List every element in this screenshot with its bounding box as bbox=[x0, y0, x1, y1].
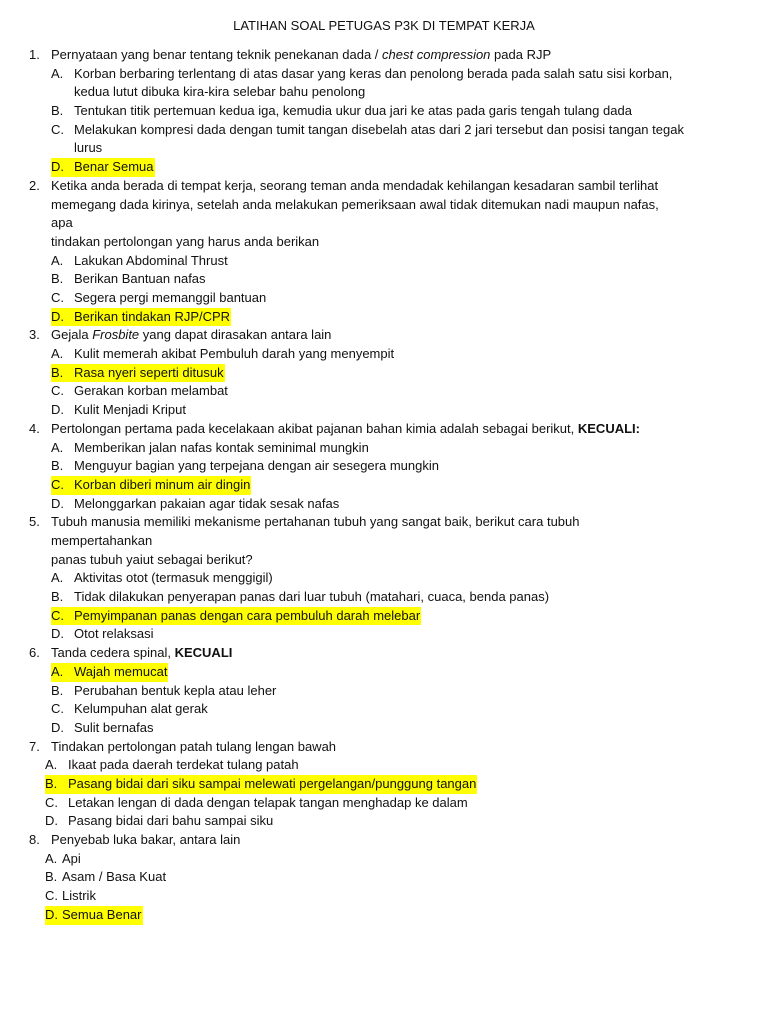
question-item bbox=[0, 513, 768, 644]
option-text-wrap bbox=[51, 700, 209, 719]
option-letter: D. bbox=[51, 159, 64, 175]
answer-option-line bbox=[0, 588, 768, 607]
answer-option-line bbox=[0, 569, 768, 588]
question-line bbox=[0, 233, 768, 252]
option-text-wrap bbox=[51, 382, 229, 401]
option-letter: B. bbox=[51, 458, 64, 474]
emphasis-text: KECUALI: bbox=[577, 420, 640, 436]
question-line bbox=[0, 420, 768, 439]
question-text-segment: yang dapat dirasakan antara lain bbox=[139, 327, 332, 343]
option-letter: B. bbox=[51, 589, 64, 605]
question-text bbox=[51, 196, 676, 233]
option-text-wrap bbox=[51, 495, 340, 514]
question-text bbox=[51, 177, 676, 196]
option-text: Melakukan kompresi dada dengan tumit tangan disebelah atas dari 2 jari tersebut dan posisi tangan tegak bbox=[74, 121, 684, 137]
option-text: Pasang bidai dari bahu sampai siku bbox=[68, 813, 274, 829]
option-text: Tidak dilakukan penyerapan panas dari luar tubuh (matahari, cuaca, benda panas) bbox=[74, 589, 550, 605]
option-text: Lakukan Abdominal Thrust bbox=[74, 252, 228, 268]
option-text-wrap bbox=[74, 139, 103, 158]
option-text-wrap bbox=[45, 887, 97, 906]
question-number: 5. bbox=[29, 514, 40, 530]
option-text: Aktivitas otot (termasuk menggigil) bbox=[74, 570, 273, 586]
answer-option-line bbox=[0, 65, 768, 84]
option-text: Pemyimpanan panas dengan cara pembuluh darah melebar bbox=[74, 607, 421, 623]
option-letter: D. bbox=[51, 402, 64, 418]
option-letter: C. bbox=[51, 607, 64, 623]
answer-option-line bbox=[0, 102, 768, 121]
option-text-wrap bbox=[51, 569, 274, 588]
question-text-segment: pada RJP bbox=[490, 47, 552, 62]
question-text bbox=[51, 420, 676, 439]
question-number: 2. bbox=[29, 177, 40, 193]
question-text-segment: panas tubuh yaiut sebagai berikut? bbox=[51, 551, 253, 567]
option-text: Asam / Basa Kuat bbox=[62, 869, 167, 885]
correct-answer-highlight bbox=[51, 158, 155, 177]
question-number: 1. bbox=[29, 47, 40, 62]
option-text-wrap bbox=[51, 289, 267, 308]
question-line bbox=[0, 831, 768, 850]
option-text-wrap bbox=[45, 756, 300, 775]
answer-option-line bbox=[0, 625, 768, 644]
question-item bbox=[0, 831, 768, 924]
answer-option-line bbox=[0, 812, 768, 831]
answer-option-line bbox=[0, 887, 768, 906]
option-text: Benar Semua bbox=[74, 159, 154, 175]
answer-option-line bbox=[0, 700, 768, 719]
question-number: 8. bbox=[29, 832, 40, 848]
option-text: Api bbox=[62, 850, 81, 866]
option-text: Listrik bbox=[62, 888, 96, 904]
option-letter: D. bbox=[45, 906, 58, 922]
option-text: Menguyur bagian yang terpejana dengan air sesegera mungkin bbox=[74, 458, 439, 474]
question-line bbox=[0, 644, 768, 663]
correct-answer-highlight bbox=[51, 663, 168, 682]
question-number: 6. bbox=[29, 645, 40, 661]
answer-option-line bbox=[0, 794, 768, 813]
answer-option-line bbox=[0, 401, 768, 420]
option-text: Melonggarkan pakaian agar tidak sesak nafas bbox=[74, 495, 340, 511]
option-text: Kelumpuhan alat gerak bbox=[74, 701, 208, 717]
question-line bbox=[0, 177, 768, 196]
question-text bbox=[51, 233, 676, 252]
option-letter: C. bbox=[51, 476, 64, 492]
option-letter: C. bbox=[51, 121, 64, 137]
option-text: Ikaat pada daerah terdekat tulang patah bbox=[68, 757, 299, 773]
question-text-segment: Tanda cedera spinal, bbox=[51, 645, 175, 661]
option-letter: B. bbox=[51, 271, 64, 287]
option-letter: A. bbox=[51, 570, 64, 586]
question-text-segment: Ketika anda berada di tempat kerja, seorang teman anda mendadak kehilangan kesadaran sambil terlihat bbox=[51, 177, 659, 193]
option-letter: C. bbox=[51, 290, 64, 306]
correct-answer-highlight bbox=[51, 308, 231, 327]
question-text-segment: Pertolongan pertama pada kecelakaan akibat pajanan bahan kimia adalah sebagai berikut, bbox=[51, 420, 578, 436]
question-text bbox=[51, 738, 676, 757]
option-letter: C. bbox=[51, 701, 64, 717]
question-line bbox=[0, 551, 768, 570]
option-letter: C. bbox=[45, 888, 58, 904]
question-line bbox=[0, 326, 768, 345]
answer-option-line bbox=[0, 495, 768, 514]
answer-option-line-highlighted bbox=[0, 364, 768, 383]
option-text: Memberikan jalan nafas kontak seminimal mungkin bbox=[74, 439, 369, 455]
option-text: Berikan Bantuan nafas bbox=[74, 271, 206, 287]
answer-option-line-highlighted bbox=[0, 308, 768, 327]
question-text-segment: Tindakan pertolongan patah tulang lengan bawah bbox=[51, 738, 337, 754]
question-text bbox=[51, 326, 676, 345]
option-text: Segera pergi memanggil bantuan bbox=[74, 290, 267, 306]
correct-answer-highlight bbox=[51, 607, 421, 626]
answer-option-line bbox=[0, 850, 768, 869]
emphasis-text: KECUALI bbox=[174, 645, 233, 661]
option-letter: A. bbox=[45, 850, 58, 866]
option-text: Otot relaksasi bbox=[74, 626, 154, 642]
option-text-wrap bbox=[51, 682, 277, 701]
option-letter: C. bbox=[45, 794, 58, 810]
option-text: Semua Benar bbox=[62, 906, 142, 922]
answer-option-line-highlighted bbox=[0, 663, 768, 682]
option-letter: A. bbox=[45, 757, 58, 773]
correct-answer-highlight bbox=[51, 476, 251, 495]
option-text: Kulit Menjadi Kriput bbox=[74, 402, 186, 418]
question-list bbox=[0, 46, 768, 925]
answer-option-line-highlighted bbox=[0, 607, 768, 626]
answer-option-line bbox=[0, 868, 768, 887]
option-text: lurus bbox=[74, 140, 103, 156]
option-letter: B. bbox=[51, 364, 64, 380]
answer-option-line bbox=[0, 382, 768, 401]
question-item bbox=[0, 420, 768, 513]
option-text-wrap bbox=[51, 401, 187, 420]
option-letter: D. bbox=[51, 308, 64, 324]
answer-option-line bbox=[0, 682, 768, 701]
option-text-wrap bbox=[51, 345, 395, 364]
question-number: 4. bbox=[29, 420, 40, 436]
option-text-wrap bbox=[51, 121, 685, 140]
option-letter: D. bbox=[51, 495, 64, 511]
question-line bbox=[0, 513, 768, 550]
option-text-wrap bbox=[51, 457, 440, 476]
option-text-wrap bbox=[45, 794, 469, 813]
answer-option-line-highlighted bbox=[0, 158, 768, 177]
option-text-wrap bbox=[45, 868, 167, 887]
question-text bbox=[51, 513, 676, 550]
option-letter: A. bbox=[51, 439, 64, 455]
option-letter: B. bbox=[51, 682, 64, 698]
option-letter: A. bbox=[51, 252, 64, 268]
option-text-wrap bbox=[51, 439, 370, 458]
answer-option-line-highlighted bbox=[0, 476, 768, 495]
question-item bbox=[0, 738, 768, 831]
answer-option-line bbox=[0, 457, 768, 476]
option-text-wrap bbox=[51, 65, 673, 84]
correct-answer-highlight bbox=[51, 364, 225, 383]
question-text-segment: tindakan pertolongan yang harus anda berikan bbox=[51, 233, 320, 249]
answer-option-line bbox=[0, 439, 768, 458]
option-letter: A. bbox=[51, 65, 64, 81]
option-text-wrap bbox=[51, 102, 633, 121]
option-text: Wajah memucat bbox=[74, 663, 168, 679]
option-text: Korban diberi minum air dingin bbox=[74, 476, 251, 492]
question-text bbox=[51, 46, 676, 65]
option-letter: D. bbox=[51, 719, 64, 735]
italic-term: Frosbite bbox=[92, 327, 140, 343]
option-text: kedua lutut dibuka kira-kira selebar bahu penolong bbox=[74, 84, 366, 100]
option-letter: B. bbox=[45, 869, 58, 885]
question-text-segment: Tubuh manusia memiliki mekanisme pertahanan tubuh yang sangat baik, berikut cara tubuh mempertahankan bbox=[51, 514, 580, 548]
option-letter: C. bbox=[51, 383, 64, 399]
question-item bbox=[0, 177, 768, 327]
option-text-wrap bbox=[74, 83, 366, 102]
option-text-wrap bbox=[51, 270, 207, 289]
option-text: Rasa nyeri seperti ditusuk bbox=[74, 364, 224, 380]
option-text-wrap bbox=[51, 252, 229, 271]
question-line bbox=[0, 738, 768, 757]
question-text bbox=[51, 551, 676, 570]
correct-answer-highlight bbox=[45, 906, 143, 925]
answer-option-line bbox=[0, 345, 768, 364]
option-text: Korban berbaring terlentang di atas dasar yang keras dan penolong berada pada salah satu sisi korban, bbox=[74, 65, 673, 81]
answer-option-line bbox=[0, 289, 768, 308]
option-text-wrap bbox=[51, 719, 155, 738]
question-number: 3. bbox=[29, 327, 40, 343]
option-text: Perubahan bentuk kepla atau leher bbox=[74, 682, 277, 698]
question-text-segment: Gejala bbox=[51, 327, 93, 343]
answer-option-line-highlighted bbox=[0, 906, 768, 925]
option-text: Sulit bernafas bbox=[74, 719, 154, 735]
option-text: Pasang bidai dari siku sampai melewati pergelangan/punggung tangan bbox=[68, 776, 477, 791]
correct-answer-highlight bbox=[45, 775, 477, 794]
option-text-wrap bbox=[45, 812, 274, 831]
answer-option-line bbox=[0, 252, 768, 271]
option-letter: A. bbox=[51, 346, 64, 362]
option-text-wrap bbox=[51, 588, 550, 607]
option-text: Tentukan titik pertemuan kedua iga, kemudia ukur dua jari ke atas pada garis tengah tulang dada bbox=[74, 103, 632, 119]
question-item bbox=[0, 644, 768, 737]
option-text-wrap bbox=[51, 625, 154, 644]
option-letter: D. bbox=[45, 813, 58, 829]
question-item bbox=[0, 46, 768, 177]
option-letter: B. bbox=[51, 103, 64, 119]
option-letter: A. bbox=[51, 663, 64, 679]
option-letter: B. bbox=[45, 776, 58, 791]
question-line bbox=[0, 196, 768, 233]
answer-option-line bbox=[0, 139, 768, 158]
option-letter: D. bbox=[51, 626, 64, 642]
option-text: Kulit memerah akibat Pembuluh darah yang menyempit bbox=[74, 346, 395, 362]
option-text-wrap bbox=[45, 850, 82, 869]
question-number: 7. bbox=[29, 738, 40, 754]
question-text bbox=[51, 831, 676, 850]
answer-option-line-highlighted bbox=[0, 775, 768, 794]
option-text: Berikan tindakan RJP/CPR bbox=[74, 308, 231, 324]
question-text-segment: Pernyataan yang benar tentang teknik penekanan dada / bbox=[51, 47, 383, 62]
answer-option-line bbox=[0, 719, 768, 738]
answer-option-line bbox=[0, 270, 768, 289]
question-text-segment: Penyebab luka bakar, antara lain bbox=[51, 832, 241, 848]
document-title: LATIHAN SOAL PETUGAS P3K DI TEMPAT KERJA bbox=[233, 18, 535, 33]
option-text: Letakan lengan di dada dengan telapak tangan menghadap ke dalam bbox=[68, 794, 468, 810]
question-text-segment: memegang dada kirinya, setelah anda melakukan pemeriksaan awal tidak ditemukan nadi maupun nafas, apa bbox=[51, 196, 659, 231]
question-item bbox=[0, 326, 768, 419]
answer-option-line bbox=[0, 83, 768, 102]
option-text: Gerakan korban melambat bbox=[74, 383, 228, 399]
question-text bbox=[51, 644, 676, 663]
italic-term: chest compression bbox=[382, 47, 491, 62]
answer-option-line bbox=[0, 121, 768, 140]
answer-option-line bbox=[0, 756, 768, 775]
question-line bbox=[0, 46, 768, 65]
